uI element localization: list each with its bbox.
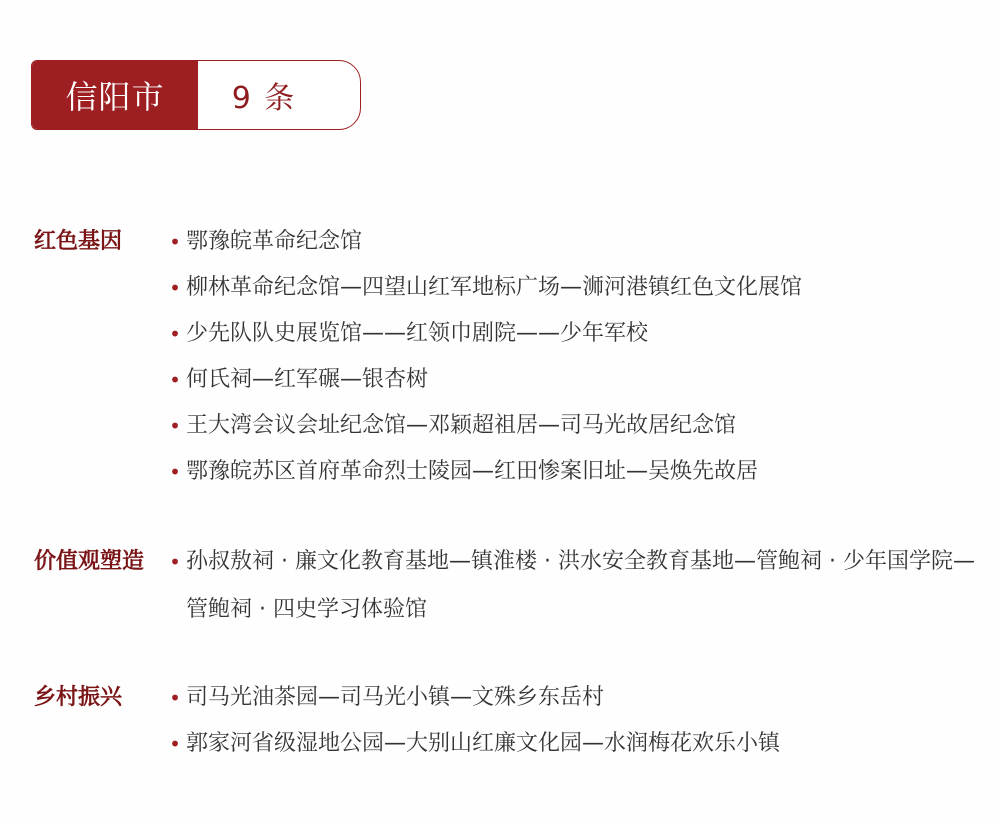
city-name: 信阳市 xyxy=(32,61,198,129)
bullet-icon: • xyxy=(169,732,181,756)
list-item xyxy=(164,265,974,311)
list-item xyxy=(164,449,974,495)
list-item xyxy=(164,538,984,634)
bullet-icon: • xyxy=(169,550,181,574)
list-item-text: 郭家河省级湿地公园—大别山红廉文化园—水润梅花欢乐小镇 xyxy=(186,731,781,756)
list-item xyxy=(164,357,974,403)
section-label: 红色基因 xyxy=(34,229,123,254)
bullet-icon: • xyxy=(169,276,181,300)
list-item-text: 柳林革命纪念馆—四望山红军地标广场—浉河港镇红色文化展馆 xyxy=(186,275,803,300)
bullet-icon: • xyxy=(169,230,181,254)
bullet-icon: • xyxy=(169,368,181,392)
list-item xyxy=(164,403,974,449)
list-item xyxy=(164,219,974,265)
item-count: 9 条 xyxy=(231,81,297,116)
list-item xyxy=(164,721,974,767)
list-item-text: 王大湾会议会址纪念馆—邓颖超祖居—司马光故居纪念馆 xyxy=(186,413,737,438)
bullet-icon: • xyxy=(169,322,181,346)
list-item-text: 司马光油茶园—司马光小镇—文殊乡东岳村 xyxy=(186,685,605,710)
list-item xyxy=(164,675,974,721)
bullet-icon: • xyxy=(169,460,181,484)
list-item-text: 孙叔敖祠 · 廉文化教育基地—镇淮楼 · 洪水安全教育基地—管鲍祠 · 少年国学院—管鲍祠 · 四史学习体验馆 xyxy=(186,549,975,622)
section-label: 乡村振兴 xyxy=(34,685,123,710)
bullet-icon: • xyxy=(169,414,181,438)
section-label: 价值观塑造 xyxy=(34,549,145,574)
list-item xyxy=(164,311,974,357)
list-item-text: 鄂豫皖革命纪念馆 xyxy=(186,229,363,254)
bullet-icon: • xyxy=(169,686,181,710)
list-item-text: 鄂豫皖苏区首府革命烈士陵园—红田惨案旧址—吴焕先故居 xyxy=(186,459,759,484)
list-item-text: 少先队队史展览馆——红领巾剧院——少年军校 xyxy=(186,321,649,346)
list-item-text: 何氏祠—红军碾—银杏树 xyxy=(186,367,429,392)
city-tag xyxy=(31,60,361,130)
